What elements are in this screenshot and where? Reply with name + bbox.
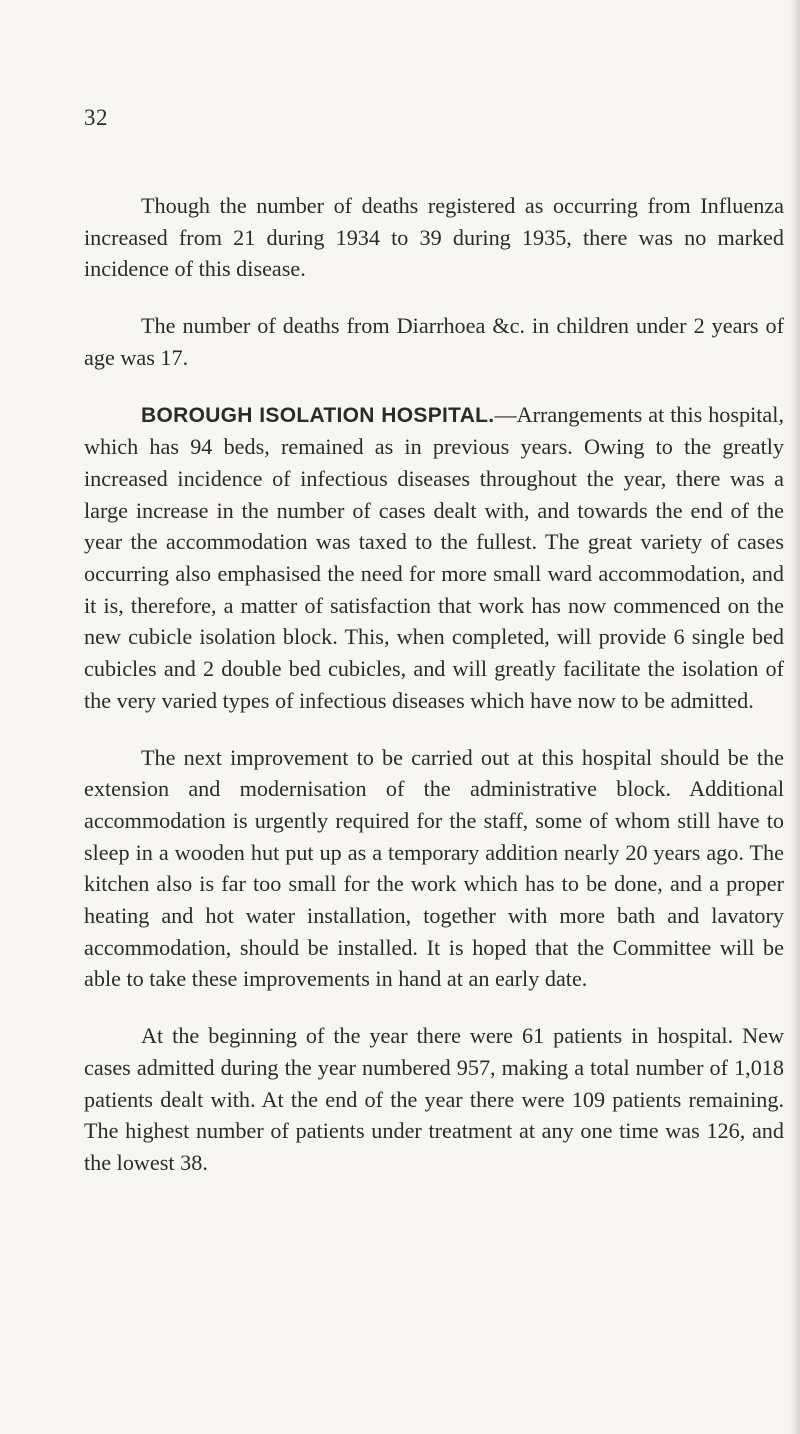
paragraph-text: The number of deaths from Diarrhoea &c. in children under 2 years of age was 17. — [84, 313, 784, 370]
page-edge — [790, 0, 800, 1434]
paragraph-text: At the beginning of the year there were 61 patients in hospital. New cases admitted during the year numbered 957, making a total number of 1,018 patients dealt with. At the end of the year there were 109 patients remaining. The highest number of patients under treatment at any one time was 126, and the lowest 38. — [84, 1023, 784, 1175]
page-number: 32 — [84, 105, 108, 130]
paragraph-patient-statistics — [84, 1020, 784, 1179]
paragraph-text: Though the number of deaths registered as occurring from Influenza increased from 21 during 1934 to 39 during 1935, there was no marked incidence of this disease. — [84, 193, 784, 282]
document-body — [84, 190, 784, 1204]
paragraph-influenza — [84, 190, 784, 285]
section-heading: BOROUGH ISOLATION HOSPITAL. — [141, 403, 495, 427]
paragraph-diarrhoea — [84, 310, 784, 373]
paragraph-improvements — [84, 742, 784, 996]
paragraph-isolation-hospital — [84, 399, 784, 717]
paragraph-text: The next improvement to be carried out at this hospital should be the extension and modernisation of the administrative block. Additional accommodation is urgently required for the staff, some of whom still have to sleep in a wooden hut put up as a temporary addition nearly 20 years ago. The kitchen also is far too small for the work which has to be done, and a proper heating and hot water installation, together with more bath and lavatory accommodation, should be installed. It is hoped that the Committee will be able to take these improvements in hand at an early date. — [84, 744, 784, 992]
paragraph-text: —Arrangements at this hospital, which has 94 beds, remained as in previous years. Owing to the greatly increased incidence of infectious diseases throughout the year, there was a large increase in the number of cases dealt with, and towards the end of the year the accommodation was taxed to the fullest. The great variety of cases occurring also emphasised the need for more small ward accommodation, and it is, therefore, a matter of satisfaction that work has now commenced on the new cubicle isolation block. This, when completed, will provide 6 single bed cubicles and 2 double bed cubicles, and will greatly facilitate the isolation of the very varied types of infectious diseases which have now to be admitted. — [84, 401, 784, 713]
